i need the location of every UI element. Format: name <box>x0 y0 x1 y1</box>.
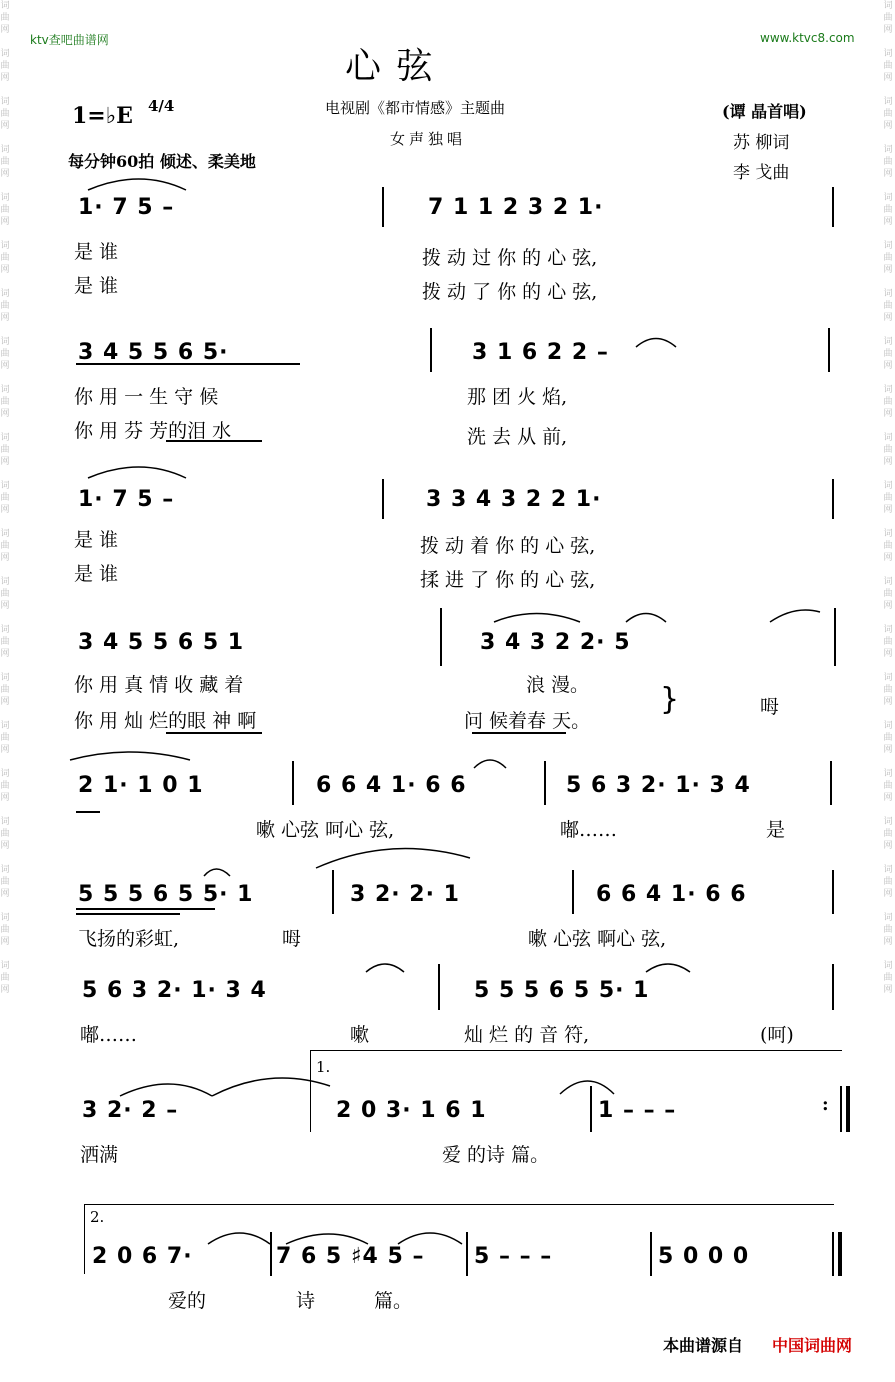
score-row-8 <box>60 1058 850 1178</box>
lyrics-c: 篇。 <box>374 1290 413 1312</box>
right-watermark-strip: 词曲网 词曲网 词曲网 词曲网 词曲网 词曲网 词曲网 词曲网 词曲网 词曲网 词曲网 词曲网 词曲网 词曲网 词曲网 词曲网 词曲网 词曲网 词曲网 词曲网 词曲网 <box>883 1 893 995</box>
slur <box>212 1078 330 1096</box>
bar-line <box>832 870 834 914</box>
lyrics-verse2-b: 洗 去 从 前, <box>467 426 568 448</box>
score-row-2 <box>60 340 850 450</box>
bar-line <box>544 761 546 805</box>
notes-measure-18: 2 0 3· 1 6 1 <box>336 1098 487 1123</box>
lyrics-a: 洒满 <box>80 1144 119 1166</box>
slur <box>316 849 470 868</box>
lyrics-verse1-a: 你 用 一 生 守 候 <box>74 386 219 408</box>
notes-measure-7: 3 4 5 5 6 5 1 <box>78 630 245 655</box>
slur <box>286 1234 368 1244</box>
bar-line <box>430 328 432 372</box>
slur <box>560 1081 614 1094</box>
lyrics-verse1-b: 拨 动 过 你 的 心 弦, <box>422 247 598 269</box>
score-row-4 <box>60 630 850 740</box>
lyrics-b: 嘟…… <box>560 819 618 841</box>
tempo-marking: 每分钟60拍 倾述、柔美地 <box>68 152 256 171</box>
notes-measure-15: 5 6 3 2· 1· 3 4 <box>82 978 267 1003</box>
lyrics-verse2-a: 是 谁 <box>74 275 119 297</box>
bar-line <box>832 964 834 1010</box>
bar-line <box>292 761 294 805</box>
slur <box>474 760 506 768</box>
score-row-3 <box>60 487 850 597</box>
bar-line <box>830 761 832 805</box>
bar-line <box>332 870 334 914</box>
notes-measure-11: 5 6 3 2· 1· 3 4 <box>566 773 751 798</box>
lyrics-verse1-b: 拨 动 着 你 的 心 弦, <box>420 535 596 557</box>
bar-line <box>270 1232 272 1276</box>
lyrics-a: 飞扬的彩虹, <box>78 928 180 950</box>
repeat-end-bar-thick <box>846 1086 850 1132</box>
lyrics-verse2-a: 是 谁 <box>74 563 119 585</box>
bar-line <box>440 608 442 666</box>
notes-measure-3: 3 4 5 5 6 5· <box>78 340 229 365</box>
lyrics-verse2-a: 你 用 芬 芳的泪 水 <box>74 420 232 442</box>
slur <box>208 1233 270 1244</box>
lyrics-c: 是 <box>766 819 786 841</box>
lyrics-c: 嗽 心弦 啊心 弦, <box>528 928 667 950</box>
slur <box>626 614 666 623</box>
brace-symbol: } <box>660 682 680 717</box>
notes-measure-13: 3 2· 2· 1 <box>350 882 460 907</box>
notes-measure-1: 1· 7 5 – <box>78 195 175 220</box>
composer-credit: 李 戈曲 <box>733 163 790 183</box>
lyrics-verse1-a: 是 谁 <box>74 529 119 551</box>
song-title: 心 弦 <box>345 46 435 87</box>
lyrics-b: 爱 的诗 篇。 <box>442 1144 550 1166</box>
volta-bracket-top <box>310 1050 842 1051</box>
singer-credit: (谭 晶首唱) <box>722 102 807 121</box>
notes-measure-17: 3 2· 2 – <box>82 1098 179 1123</box>
repeat-end-bar <box>840 1086 842 1132</box>
notes-measure-23: 5 0 0 0 <box>658 1244 750 1269</box>
score-row-1 <box>60 195 850 305</box>
notes-measure-21: 7 6 5 ♯4 5 – <box>276 1244 425 1269</box>
slur <box>88 179 186 190</box>
lyricist-credit: 苏 柳词 <box>733 133 790 153</box>
lyrics-a: 嗽 心弦 呵心 弦, <box>256 819 395 841</box>
slur <box>120 1084 212 1096</box>
lyrics-verse2-b: 揉 进 了 你 的 心 弦, <box>420 569 596 591</box>
lyrics-b: 嗽 <box>350 1024 370 1046</box>
notes-measure-6: 3 3 4 3 2 2 1· <box>426 487 602 512</box>
bar-line <box>382 187 384 227</box>
lyrics-verse1-a: 你 用 真 情 收 藏 着 <box>74 674 244 696</box>
slur <box>646 964 690 972</box>
notes-measure-10: 6 6 4 1· 6 6 <box>316 773 467 798</box>
slur <box>204 869 230 876</box>
score-row-6 <box>60 882 850 952</box>
subtitle: 电视剧《都市情感》主题曲 <box>325 99 506 117</box>
notes-measure-20: 2 0 6 7· <box>92 1244 193 1269</box>
lyrics-verse2-b: 拨 动 了 你 的 心 弦, <box>422 281 598 303</box>
lyrics-a: 爱的 <box>168 1290 207 1312</box>
volta-2-label: 2. <box>90 1208 105 1226</box>
bar-line <box>832 187 834 227</box>
notes-measure-9: 2 1· 1 0 1 <box>78 773 204 798</box>
bar-line <box>382 479 384 519</box>
notes-measure-16: 5 5 5 6 5 5· 1 <box>474 978 650 1003</box>
final-bar <box>832 1232 834 1276</box>
lyrics-b: 诗 <box>296 1290 316 1312</box>
bar-line <box>466 1232 468 1276</box>
notes-measure-12: 5 5 5 6 5 5· 1 <box>78 882 254 907</box>
key-signature: 1=♭E <box>72 103 133 129</box>
bar-line <box>572 870 574 914</box>
score-row-7 <box>60 978 850 1048</box>
footer-brand-link[interactable]: 中国词曲网 <box>772 1336 853 1355</box>
volta-bracket <box>84 1204 85 1274</box>
final-bar-thick <box>838 1232 842 1276</box>
slur <box>398 1233 462 1244</box>
bar-line <box>834 608 836 666</box>
lyrics-verse2-a: 你 用 灿 烂的眼 神 啊 <box>74 710 257 732</box>
time-signature: 4/4 <box>148 97 175 115</box>
notes-measure-2: 7 1 1 2 3 2 1· <box>428 195 604 220</box>
score-row-9 <box>60 1208 850 1324</box>
notes-measure-5: 1· 7 5 – <box>78 487 175 512</box>
volta-1-label: 1. <box>316 1058 331 1076</box>
lyrics-d: (呵) <box>760 1024 794 1046</box>
slur <box>494 614 580 623</box>
bar-line <box>832 479 834 519</box>
performance-note: 女声独唱 <box>390 130 467 148</box>
slur <box>770 610 820 622</box>
lyrics-a: 嘟…… <box>80 1024 138 1046</box>
site-link-right[interactable]: www.ktvc8.com <box>760 31 855 45</box>
bar-line <box>828 328 830 372</box>
lyrics-verse1-b: 浪 漫。 <box>526 674 590 696</box>
left-watermark-strip: 词曲网 词曲网 词曲网 词曲网 词曲网 词曲网 词曲网 词曲网 词曲网 词曲网 词曲网 词曲网 词曲网 词曲网 词曲网 词曲网 词曲网 词曲网 词曲网 词曲网 词曲网 <box>0 1 10 995</box>
volta-bracket-top <box>84 1204 834 1205</box>
notes-measure-8: 3 4 3 2 2· 5 <box>480 630 631 655</box>
bar-line <box>590 1086 592 1132</box>
repeat-dots: : <box>822 1094 829 1115</box>
slur <box>88 467 186 478</box>
lyrics-tail: 呣 <box>760 696 780 718</box>
notes-measure-19: 1 – – – <box>598 1098 677 1123</box>
lyrics-b: 呣 <box>282 928 302 950</box>
slur <box>70 752 190 760</box>
footer-source: 本曲谱源自 <box>663 1336 744 1355</box>
lyrics-verse1-a: 是 谁 <box>74 241 119 263</box>
bar-line <box>438 964 440 1010</box>
score-row-5 <box>60 773 850 843</box>
notes-measure-22: 5 – – – <box>474 1244 553 1269</box>
site-link-left[interactable]: ktv查吧曲谱网 <box>30 33 109 47</box>
bar-line <box>650 1232 652 1276</box>
notes-measure-14: 6 6 4 1· 6 6 <box>596 882 747 907</box>
lyrics-verse1-b: 那 团 火 焰, <box>467 386 568 408</box>
slur <box>366 964 404 972</box>
lyrics-c: 灿 烂 的 音 符, <box>464 1024 590 1046</box>
volta-bracket <box>310 1050 311 1132</box>
lyrics-verse2-b: 问 候着春 天。 <box>464 710 591 732</box>
notes-measure-4: 3 1 6 2 2 – <box>472 340 609 365</box>
